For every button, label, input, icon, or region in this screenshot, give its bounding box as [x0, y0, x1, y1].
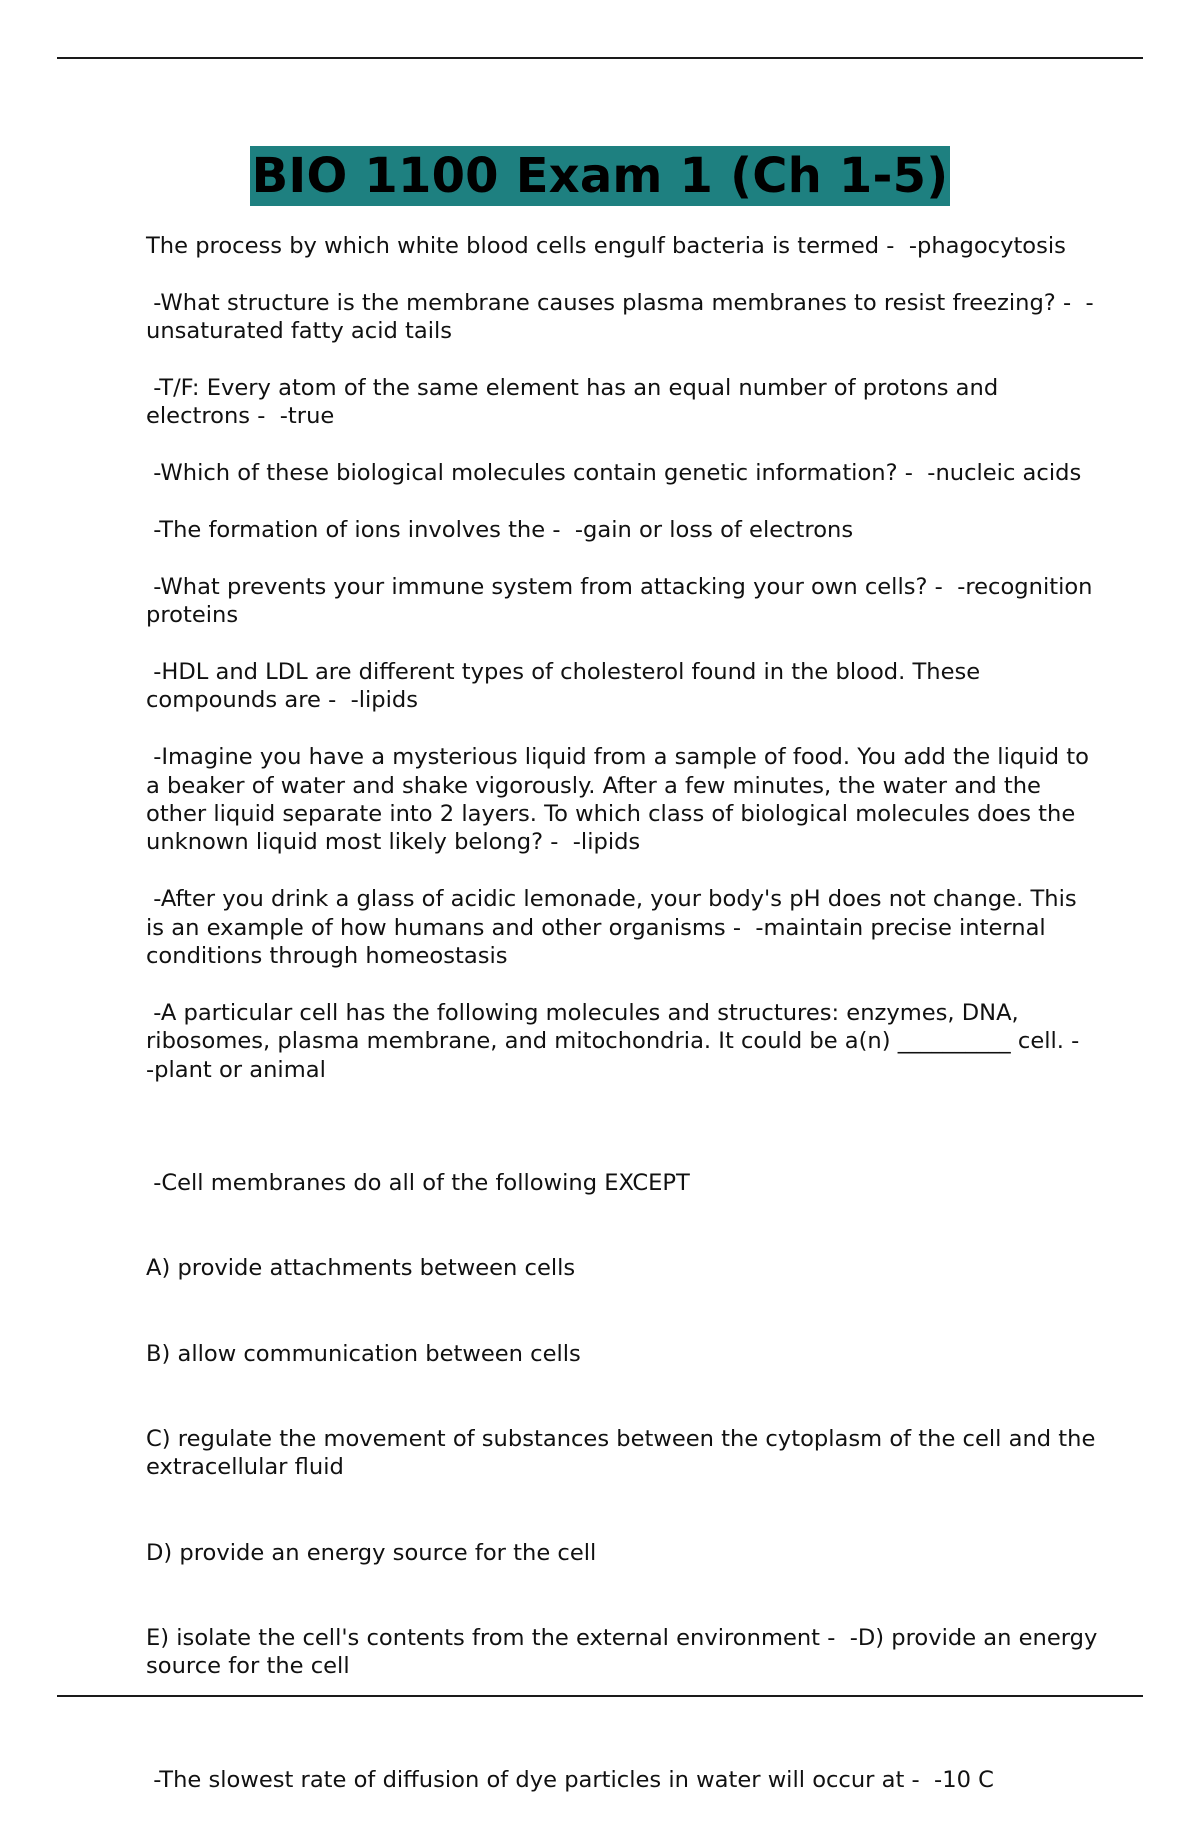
qa-item: -After you drink a glass of acidic lemonade, your body's pH does not change. This is an example of how humans and other organisms - -maintain precise internal conditions through homeostasis	[146, 886, 1084, 970]
mc-option: B) allow communication between cells	[146, 1340, 581, 1367]
qa-item: The process by which white blood cells engulf bacteria is termed - -phagocytosis	[146, 233, 1066, 259]
qa-item: -Imagine you have a mysterious liquid from a sample of food. You add the liquid to a beaker of water and shake vigorously. After a few minutes, the water and the other liquid separate into 2 layers. To which class of biological molecules does the unknown liquid most likely belong? - -lipids	[146, 744, 1097, 856]
qa-item: -HDL and LDL are different types of cholesterol found in the blood. These compounds are - -lipids	[146, 659, 988, 714]
mc-option: E) isolate the cell's contents from the external environment - -D) provide an energy source for the cell	[146, 1624, 1105, 1680]
qa-item: -Which of these biological molecules contain genetic information? - -nucleic acids	[146, 460, 1082, 487]
title-container	[0, 146, 1200, 206]
qa-item: -T/F: Every atom of the same element has an equal number of protons and electrons - -true	[146, 375, 1006, 430]
mc-option: C) regulate the movement of substances between the cytoplasm of the cell and the extracellular fluid	[146, 1425, 1103, 1481]
multiple-choice-question	[146, 1112, 1105, 1737]
top-rule	[57, 57, 1143, 59]
qa-item: -What structure is the membrane causes plasma membranes to resist freezing? - -unsaturated fatty acid tails	[146, 289, 1094, 345]
mc-option: D) provide an energy source for the cell	[146, 1539, 597, 1566]
bottom-rule	[57, 1695, 1143, 1697]
qa-item: -The slowest rate of diffusion of dye particles in water will occur at - -10 C	[146, 1766, 994, 1793]
document-title: BIO 1100 Exam 1 (Ch 1-5)	[251, 148, 949, 204]
qa-item: -A particular cell has the following molecules and structures: enzymes, DNA, ribosomes, plasma membrane, and mitochondria. It could be a(n) __________ cell. - -plant or animal	[146, 999, 1094, 1083]
mc-question-text: -Cell membranes do all of the following EXCEPT	[146, 1170, 690, 1197]
mc-option: A) provide attachments between cells	[146, 1255, 576, 1282]
qa-item: -The formation of ions involves the - -gain or loss of electrons	[146, 517, 854, 543]
document-body	[146, 232, 1105, 1823]
qa-item: -What prevents your immune system from attacking your own cells? - -recognition proteins	[146, 573, 1100, 629]
